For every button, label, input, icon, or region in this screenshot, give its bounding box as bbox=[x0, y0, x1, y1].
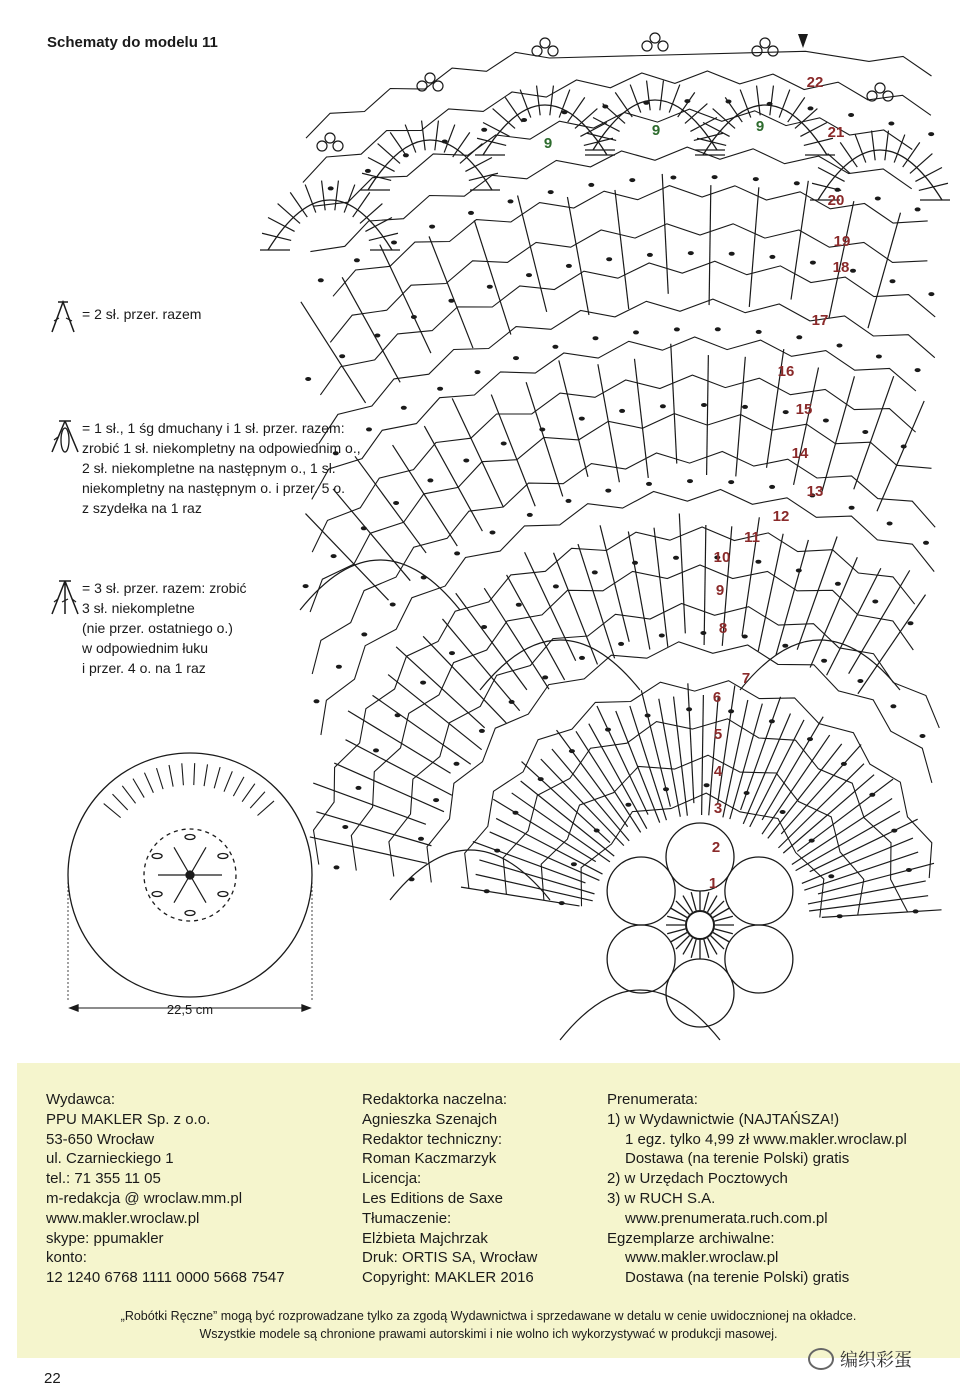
watermark bbox=[808, 1346, 912, 1372]
footer-line: Les Editions de Saxe bbox=[362, 1189, 503, 1207]
legend-line: z szydełka na 1 raz bbox=[82, 500, 202, 516]
footer-line: 12 1240 6768 1111 0000 5668 7547 bbox=[46, 1269, 285, 1287]
diameter-label: 22,5 cm bbox=[166, 1002, 214, 1017]
footer-line: www.makler.wroclaw.pl bbox=[625, 1249, 779, 1267]
page-number: 22 bbox=[44, 1370, 61, 1387]
row-number-label: 5 bbox=[713, 726, 723, 743]
footer-line: www.makler.wroclaw.pl bbox=[46, 1209, 200, 1227]
chat-bubble-icon bbox=[808, 1348, 834, 1370]
footer-line: Elżbieta Majchrzak bbox=[362, 1229, 488, 1247]
row-number-label: 16 bbox=[777, 363, 795, 380]
row-number-label: 15 bbox=[795, 401, 813, 418]
petal-count-label: 9 bbox=[755, 118, 765, 135]
legend-line: 3 sł. niekompletne bbox=[82, 600, 195, 616]
row-number-label: 9 bbox=[715, 582, 725, 599]
legend-line: zrobić 1 sł. niekompletny na odpowiednim o., bbox=[82, 440, 361, 456]
row-number-label: 1 bbox=[708, 875, 718, 892]
footer-line: Prenumerata: bbox=[607, 1091, 698, 1108]
footer-line: 1) w Wydawnictwie (NAJTAŃSZA!) bbox=[607, 1110, 840, 1128]
petal-count-label: 9 bbox=[651, 122, 661, 139]
row-number-label: 17 bbox=[811, 312, 829, 329]
row-number-label: 14 bbox=[791, 445, 809, 462]
footer-line: 1 egz. tylko 4,99 zł www.makler.wroclaw.pl bbox=[625, 1130, 907, 1148]
footer-line: 53-650 Wrocław bbox=[46, 1130, 155, 1148]
legend-line: niekompletny na następnym o. i przer. 5 o. bbox=[82, 480, 346, 496]
subscription-column bbox=[607, 1090, 907, 1288]
row-number-label: 10 bbox=[713, 549, 731, 566]
footer-line: Druk: ORTIS SA, Wrocław bbox=[362, 1249, 538, 1267]
two-stitch-decrease-icon bbox=[48, 296, 78, 336]
row-number-label: 3 bbox=[713, 800, 723, 817]
row-number-label: 8 bbox=[718, 620, 728, 637]
footer-line: Egzemplarze archiwalne: bbox=[607, 1229, 775, 1247]
three-stitch-decrease-icon bbox=[48, 576, 82, 618]
footer-line: Dostawa (na terenie Polski) gratis bbox=[625, 1150, 850, 1168]
footer-line: tel.: 71 355 11 05 bbox=[46, 1170, 161, 1188]
watermark-text: 编织彩蛋 bbox=[840, 1350, 912, 1370]
cluster-puff-icon bbox=[48, 416, 82, 458]
editors-column bbox=[362, 1090, 537, 1288]
footer-line: konto: bbox=[46, 1249, 87, 1267]
legend-line: = 3 sł. przer. razem: zrobić bbox=[82, 580, 247, 596]
distribution-note: „Robótki Ręczne” mogą być rozprowadzane tylko za zgodą Wydawnictwa i sprzedawane w detalu w cenie uwidocznionej na okładce. bbox=[120, 1309, 857, 1323]
footer-line: Roman Kaczmarzyk bbox=[362, 1150, 497, 1168]
footer-line: 2) w Urzędach Pocztowych bbox=[607, 1170, 788, 1188]
footer-line: ul. Czarnieckiego 1 bbox=[46, 1150, 174, 1168]
legend-line: i przer. 4 o. na 1 raz bbox=[82, 660, 206, 676]
row-number-label: 2 bbox=[711, 839, 721, 856]
row-number-label: 6 bbox=[712, 689, 722, 706]
row-number-label: 21 bbox=[827, 124, 845, 141]
row-number-label: 22 bbox=[806, 74, 824, 91]
legend-line: w odpowiednim łuku bbox=[82, 640, 209, 656]
footer-line: Redaktor techniczny: bbox=[362, 1130, 503, 1148]
row-number-label: 4 bbox=[713, 763, 723, 780]
row-number-label: 19 bbox=[833, 233, 851, 250]
footer-line: skype: ppumakler bbox=[46, 1229, 164, 1247]
legend-line: = 2 sł. przer. razem bbox=[82, 306, 202, 322]
legend-line: = 1 sł., 1 śg dmuchany i 1 sł. przer. razem: bbox=[82, 420, 345, 436]
footer-line: Dostawa (na terenie Polski) gratis bbox=[625, 1269, 850, 1287]
footer-line: Wydawca: bbox=[46, 1091, 116, 1108]
row-number-label: 20 bbox=[827, 192, 845, 209]
row-number-label: 7 bbox=[741, 670, 751, 687]
footer-line: Copyright: MAKLER 2016 bbox=[362, 1269, 534, 1287]
footer-line: Licencja: bbox=[362, 1170, 422, 1188]
row-number-label: 18 bbox=[832, 259, 850, 276]
copyright-note: Wszystkie modele są chronione prawami autorskimi i nie wolno ich wykorzystywać w produkcji masowej. bbox=[199, 1327, 778, 1341]
footer-line: m-redakcja @ wroclaw.mm.pl bbox=[46, 1189, 243, 1207]
page-title: Schematy do modelu 11 bbox=[47, 34, 218, 51]
footer-line: Agnieszka Szenajch bbox=[362, 1110, 498, 1128]
footer-line: 3) w RUCH S.A. bbox=[607, 1189, 716, 1207]
footer-line: Tłumaczenie: bbox=[362, 1209, 452, 1227]
row-number-label: 13 bbox=[806, 483, 824, 500]
row-number-label: 12 bbox=[772, 508, 790, 525]
legend-line: 2 sł. niekompletne na następnym o., 1 sł. bbox=[82, 460, 336, 476]
footer-line: Redaktorka naczelna: bbox=[362, 1091, 508, 1108]
footer-line: PPU MAKLER Sp. z o.o. bbox=[46, 1110, 211, 1128]
publisher-column bbox=[46, 1090, 285, 1288]
shape-schema bbox=[68, 753, 312, 1011]
footer-line: www.prenumerata.ruch.com.pl bbox=[625, 1209, 828, 1227]
row-number-label: 11 bbox=[744, 529, 760, 546]
petal-count-label: 9 bbox=[543, 135, 553, 152]
legend-line: (nie przer. ostatniego o.) bbox=[82, 620, 233, 636]
